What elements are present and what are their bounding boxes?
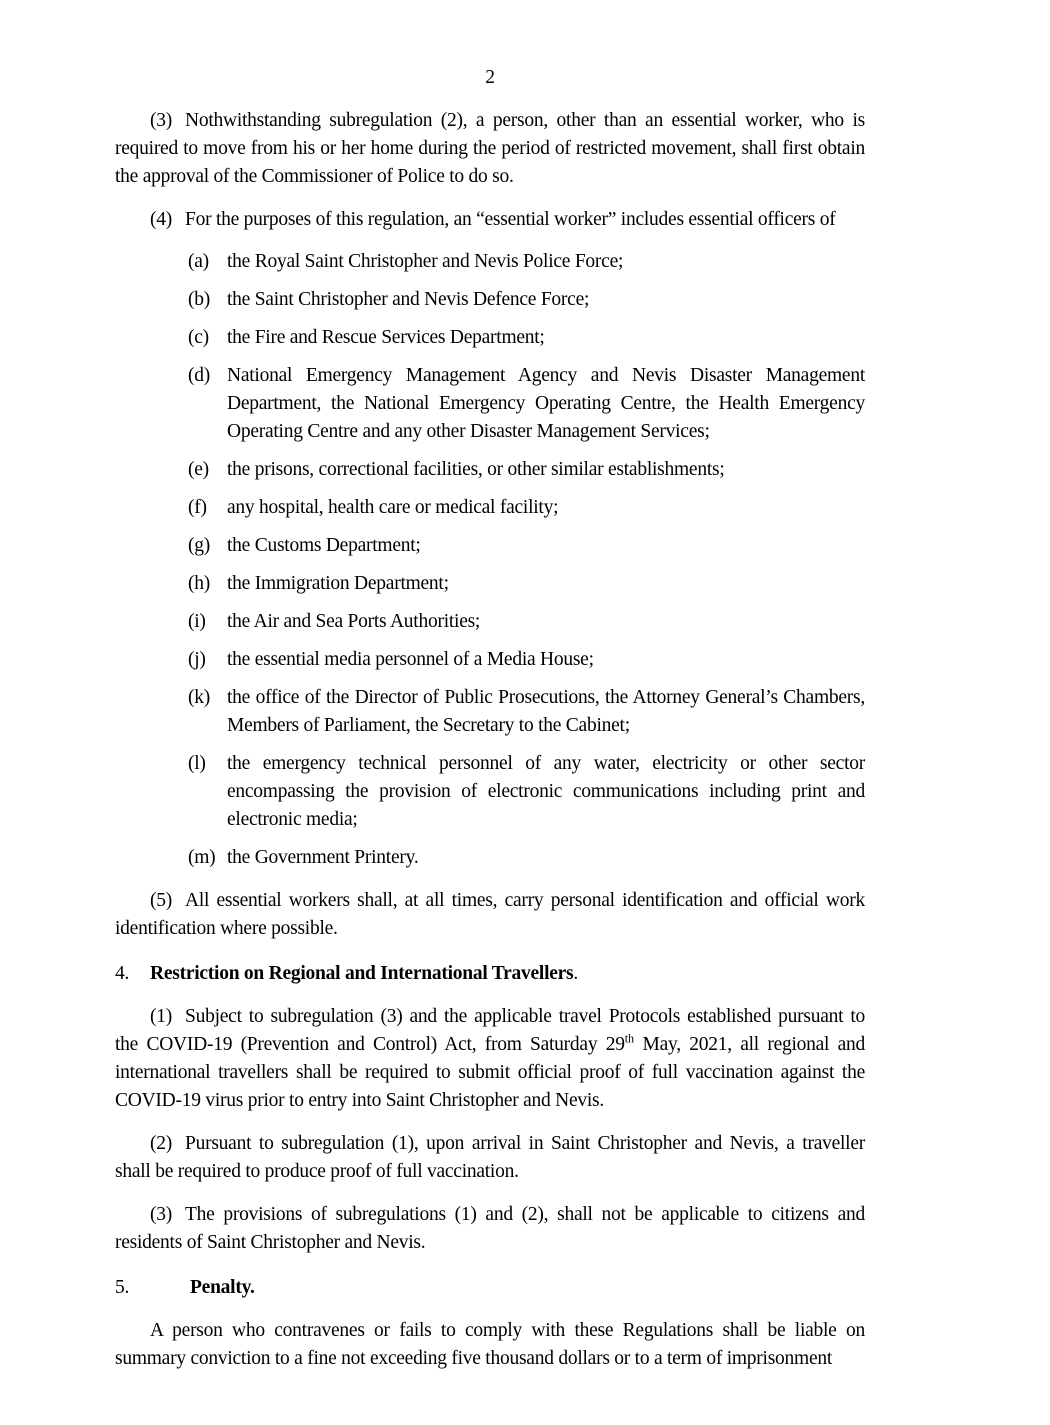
ordinal-superscript: th	[624, 1031, 635, 1046]
list-item-text: the Fire and Rescue Services Department;	[227, 327, 545, 348]
section-title: Restriction on Regional and International Travellers	[150, 963, 574, 984]
list-item-label: (a)	[188, 251, 209, 272]
paragraph-5	[115, 887, 865, 943]
section-4-paragraph-1	[115, 1003, 865, 1115]
list-item-h	[188, 570, 865, 598]
list-item-text: the Royal Saint Christopher and Nevis Police Force;	[227, 251, 624, 272]
page-number: 2	[485, 67, 495, 88]
penalty-paragraph	[115, 1317, 865, 1373]
list-item-b	[188, 286, 865, 314]
list-item-text: the essential media personnel of a Media House;	[227, 649, 594, 670]
list-item-i	[188, 608, 865, 636]
paragraph-text: The provisions of subregulations (1) and (2), shall not be applicable to citizens and residents of Saint Christopher and Nevis.	[115, 1204, 865, 1253]
list-item-label: (i)	[188, 611, 206, 632]
list-item-label: (c)	[188, 327, 209, 348]
section-number: 5.	[115, 1277, 130, 1298]
list-item-label: (d)	[188, 365, 210, 386]
list-item-label: (g)	[188, 535, 210, 556]
list-item-l	[188, 750, 865, 834]
list-item-text: the Air and Sea Ports Authorities;	[227, 611, 481, 632]
subregulation-number: (3)	[150, 110, 172, 131]
paragraph-text: A person who contravenes or fails to comply with these Regulations shall be liable on summary conviction to a fine not exceeding five thousand dollars or to a term of imprisonment	[115, 1320, 865, 1369]
list-item-text: the prisons, correctional facilities, or other similar establishments;	[227, 459, 725, 480]
paragraph-text: Pursuant to subregulation (1), upon arrival in Saint Christopher and Nevis, a traveller shall be required to produce proof of full vaccination.	[115, 1133, 865, 1182]
subregulation-number: (3)	[150, 1204, 172, 1225]
list-item-text: the Saint Christopher and Nevis Defence Force;	[227, 289, 590, 310]
list-item-label: (l)	[188, 753, 206, 774]
list-item-text: the Immigration Department;	[227, 573, 449, 594]
list-item-g	[188, 532, 865, 560]
list-item-label: (b)	[188, 289, 210, 310]
paragraph-4	[115, 206, 865, 234]
list-item-text: the Government Printery.	[227, 847, 419, 868]
list-item-label: (k)	[188, 687, 210, 708]
list-item-d	[188, 362, 865, 446]
section-title: Penalty.	[190, 1277, 255, 1298]
subregulation-number: (1)	[150, 1006, 172, 1027]
list-item-e	[188, 456, 865, 484]
section-5-heading	[115, 1274, 865, 1302]
section-4-paragraph-2	[115, 1130, 865, 1186]
list-item-label: (j)	[188, 649, 206, 670]
list-item-j	[188, 646, 865, 674]
paragraph-text: All essential workers shall, at all times, carry personal identification and official work identification where possible.	[115, 890, 865, 939]
list-item-a	[188, 248, 865, 276]
list-item-text: National Emergency Management Agency and Nevis Disaster Management Department, the National Emergency Operating Centre, the Health Emergency Operating Centre and any other Disaster Management Services;	[227, 365, 865, 442]
list-item-m	[188, 844, 865, 872]
list-item-text: the emergency technical personnel of any water, electricity or other sector encompassing the provision of electronic communications including print and electronic media;	[227, 753, 865, 830]
subregulation-number: (2)	[150, 1133, 172, 1154]
list-item-label: (h)	[188, 573, 210, 594]
section-4-heading	[115, 960, 865, 988]
list-item-text: the office of the Director of Public Prosecutions, the Attorney General’s Chambers, Members of Parliament, the Secretary to the Cabinet;	[227, 687, 865, 736]
section-4-paragraph-3	[115, 1201, 865, 1257]
list-item-text: the Customs Department;	[227, 535, 421, 556]
list-item-label: (m)	[188, 847, 216, 868]
section-title-period: .	[573, 963, 579, 984]
list-item-label: (f)	[188, 497, 207, 518]
paragraph-text: May, 2021, all regional and international travellers shall be required to submit official proof of full vaccination against the COVID-19 virus prior to entry into Saint Christopher and Nevis.	[115, 1034, 865, 1111]
list-item-label: (e)	[188, 459, 209, 480]
subregulation-number: (5)	[150, 890, 172, 911]
list-item-c	[188, 324, 865, 352]
subregulation-number: (4)	[150, 209, 172, 230]
paragraph-3	[115, 107, 865, 191]
essential-officers-list	[115, 248, 865, 872]
section-number: 4.	[115, 963, 130, 984]
list-item-k	[188, 684, 865, 740]
paragraph-text: Nothwithstanding subregulation (2), a person, other than an essential worker, who is required to move from his or her home during the period of restricted movement, shall first obtain the approval of the Commissioner of Police to do so.	[115, 110, 865, 187]
list-item-f	[188, 494, 865, 522]
list-item-text: any hospital, health care or medical facility;	[227, 497, 559, 518]
paragraph-text: Subject to subregulation (3) and the applicable travel Protocols established pursuant to the COVID-19 (Prevention and Control) Act, from Saturday 29	[115, 1006, 865, 1055]
paragraph-text: For the purposes of this regulation, an “essential worker” includes essential officers of	[185, 209, 836, 230]
